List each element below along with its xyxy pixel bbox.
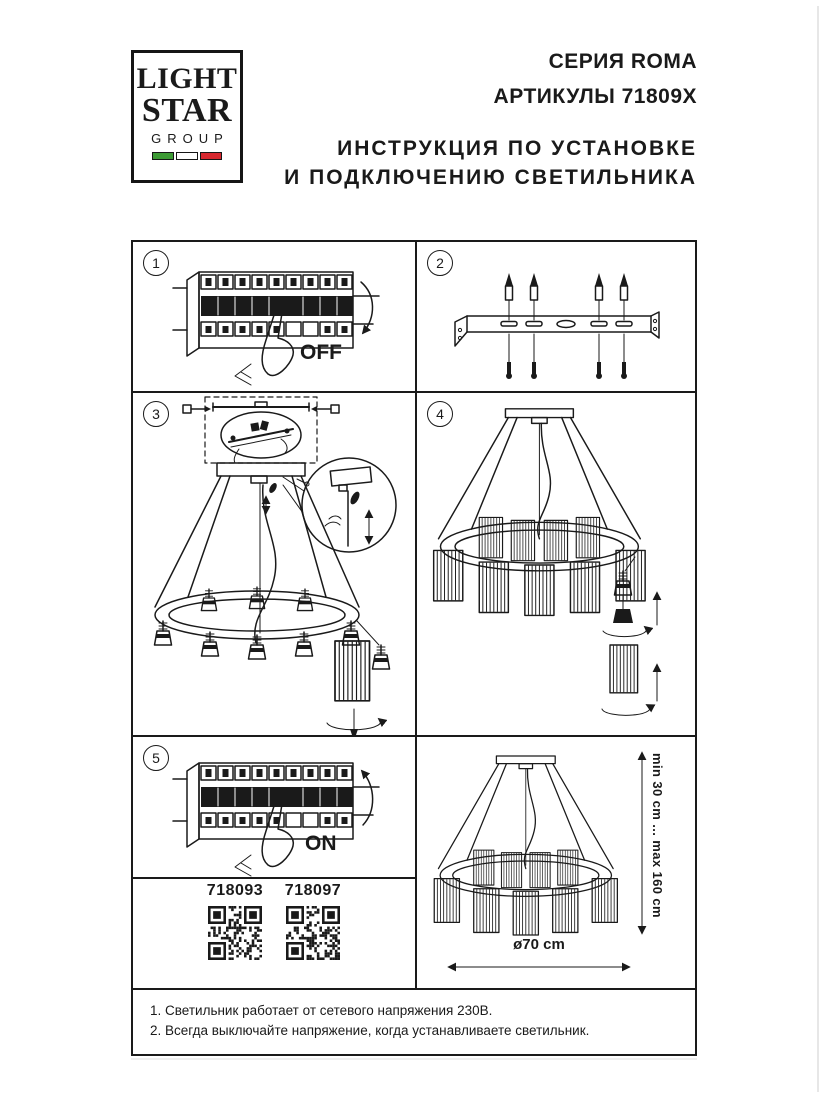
article-code-right: 718097 [284,882,342,899]
step-5-panel [133,737,417,879]
diameter-dimension-label: ø70 cm [513,936,565,953]
note-2: 2. Всегда выключайте напряжение, когда устанавливаете светильник. [150,1023,590,1038]
shade-installation-diagram [417,393,695,735]
height-dimension-label: min 30 cm ... max 160 cm [650,753,665,918]
flag-white-segment [176,152,198,160]
lightstar-logo [131,50,243,183]
note-1: 1. Светильник работает от сетевого напряжения 230В. [150,1003,493,1018]
qr-code-right [286,906,340,960]
qr-block-right [282,882,344,965]
article-code-left: 718093 [206,882,264,899]
steps-grid [131,240,697,1056]
frame-installation-diagram [133,393,415,735]
instruction-title [284,134,697,192]
page-edge-shadow-right [817,6,819,1092]
title-line-2: И ПОДКЛЮЧЕНИЮ СВЕТИЛЬНИКА [284,166,697,189]
logo-word-star: STAR [141,92,233,129]
notes-panel [133,990,695,1054]
step-1-panel [133,242,417,393]
series-header [494,44,697,114]
step-4-panel [417,393,695,737]
off-label: OFF [300,341,342,364]
qr-panel [133,879,417,990]
circuit-breaker-off-diagram [133,242,415,391]
on-label: ON [305,832,337,855]
step-4-number: 4 [427,401,453,427]
page-edge-shadow-bottom [131,1058,697,1060]
step-3-number: 3 [143,401,169,427]
flag-green-segment [152,152,174,160]
title-line-1: ИНСТРУКЦИЯ ПО УСТАНОВКЕ [337,137,697,160]
article-numbers: АРТИКУЛЫ 71809X [493,85,697,108]
step-3-panel [133,393,417,737]
step-1-number: 1 [143,250,169,276]
logo-word-light: LIGHT [136,62,238,95]
italian-flag-icon [134,152,240,160]
flag-red-segment [200,152,222,160]
step-2-panel [417,242,695,393]
qr-code-left [208,906,262,960]
qr-block-left [204,882,266,965]
series-name: СЕРИЯ ROMA [548,50,697,73]
logo-word-group: GROUP [151,131,229,146]
step-5-number: 5 [143,745,169,771]
step-2-number: 2 [427,250,453,276]
circuit-breaker-on-diagram [133,737,415,877]
dimensions-panel [417,737,695,990]
mounting-bracket-diagram [417,242,695,391]
